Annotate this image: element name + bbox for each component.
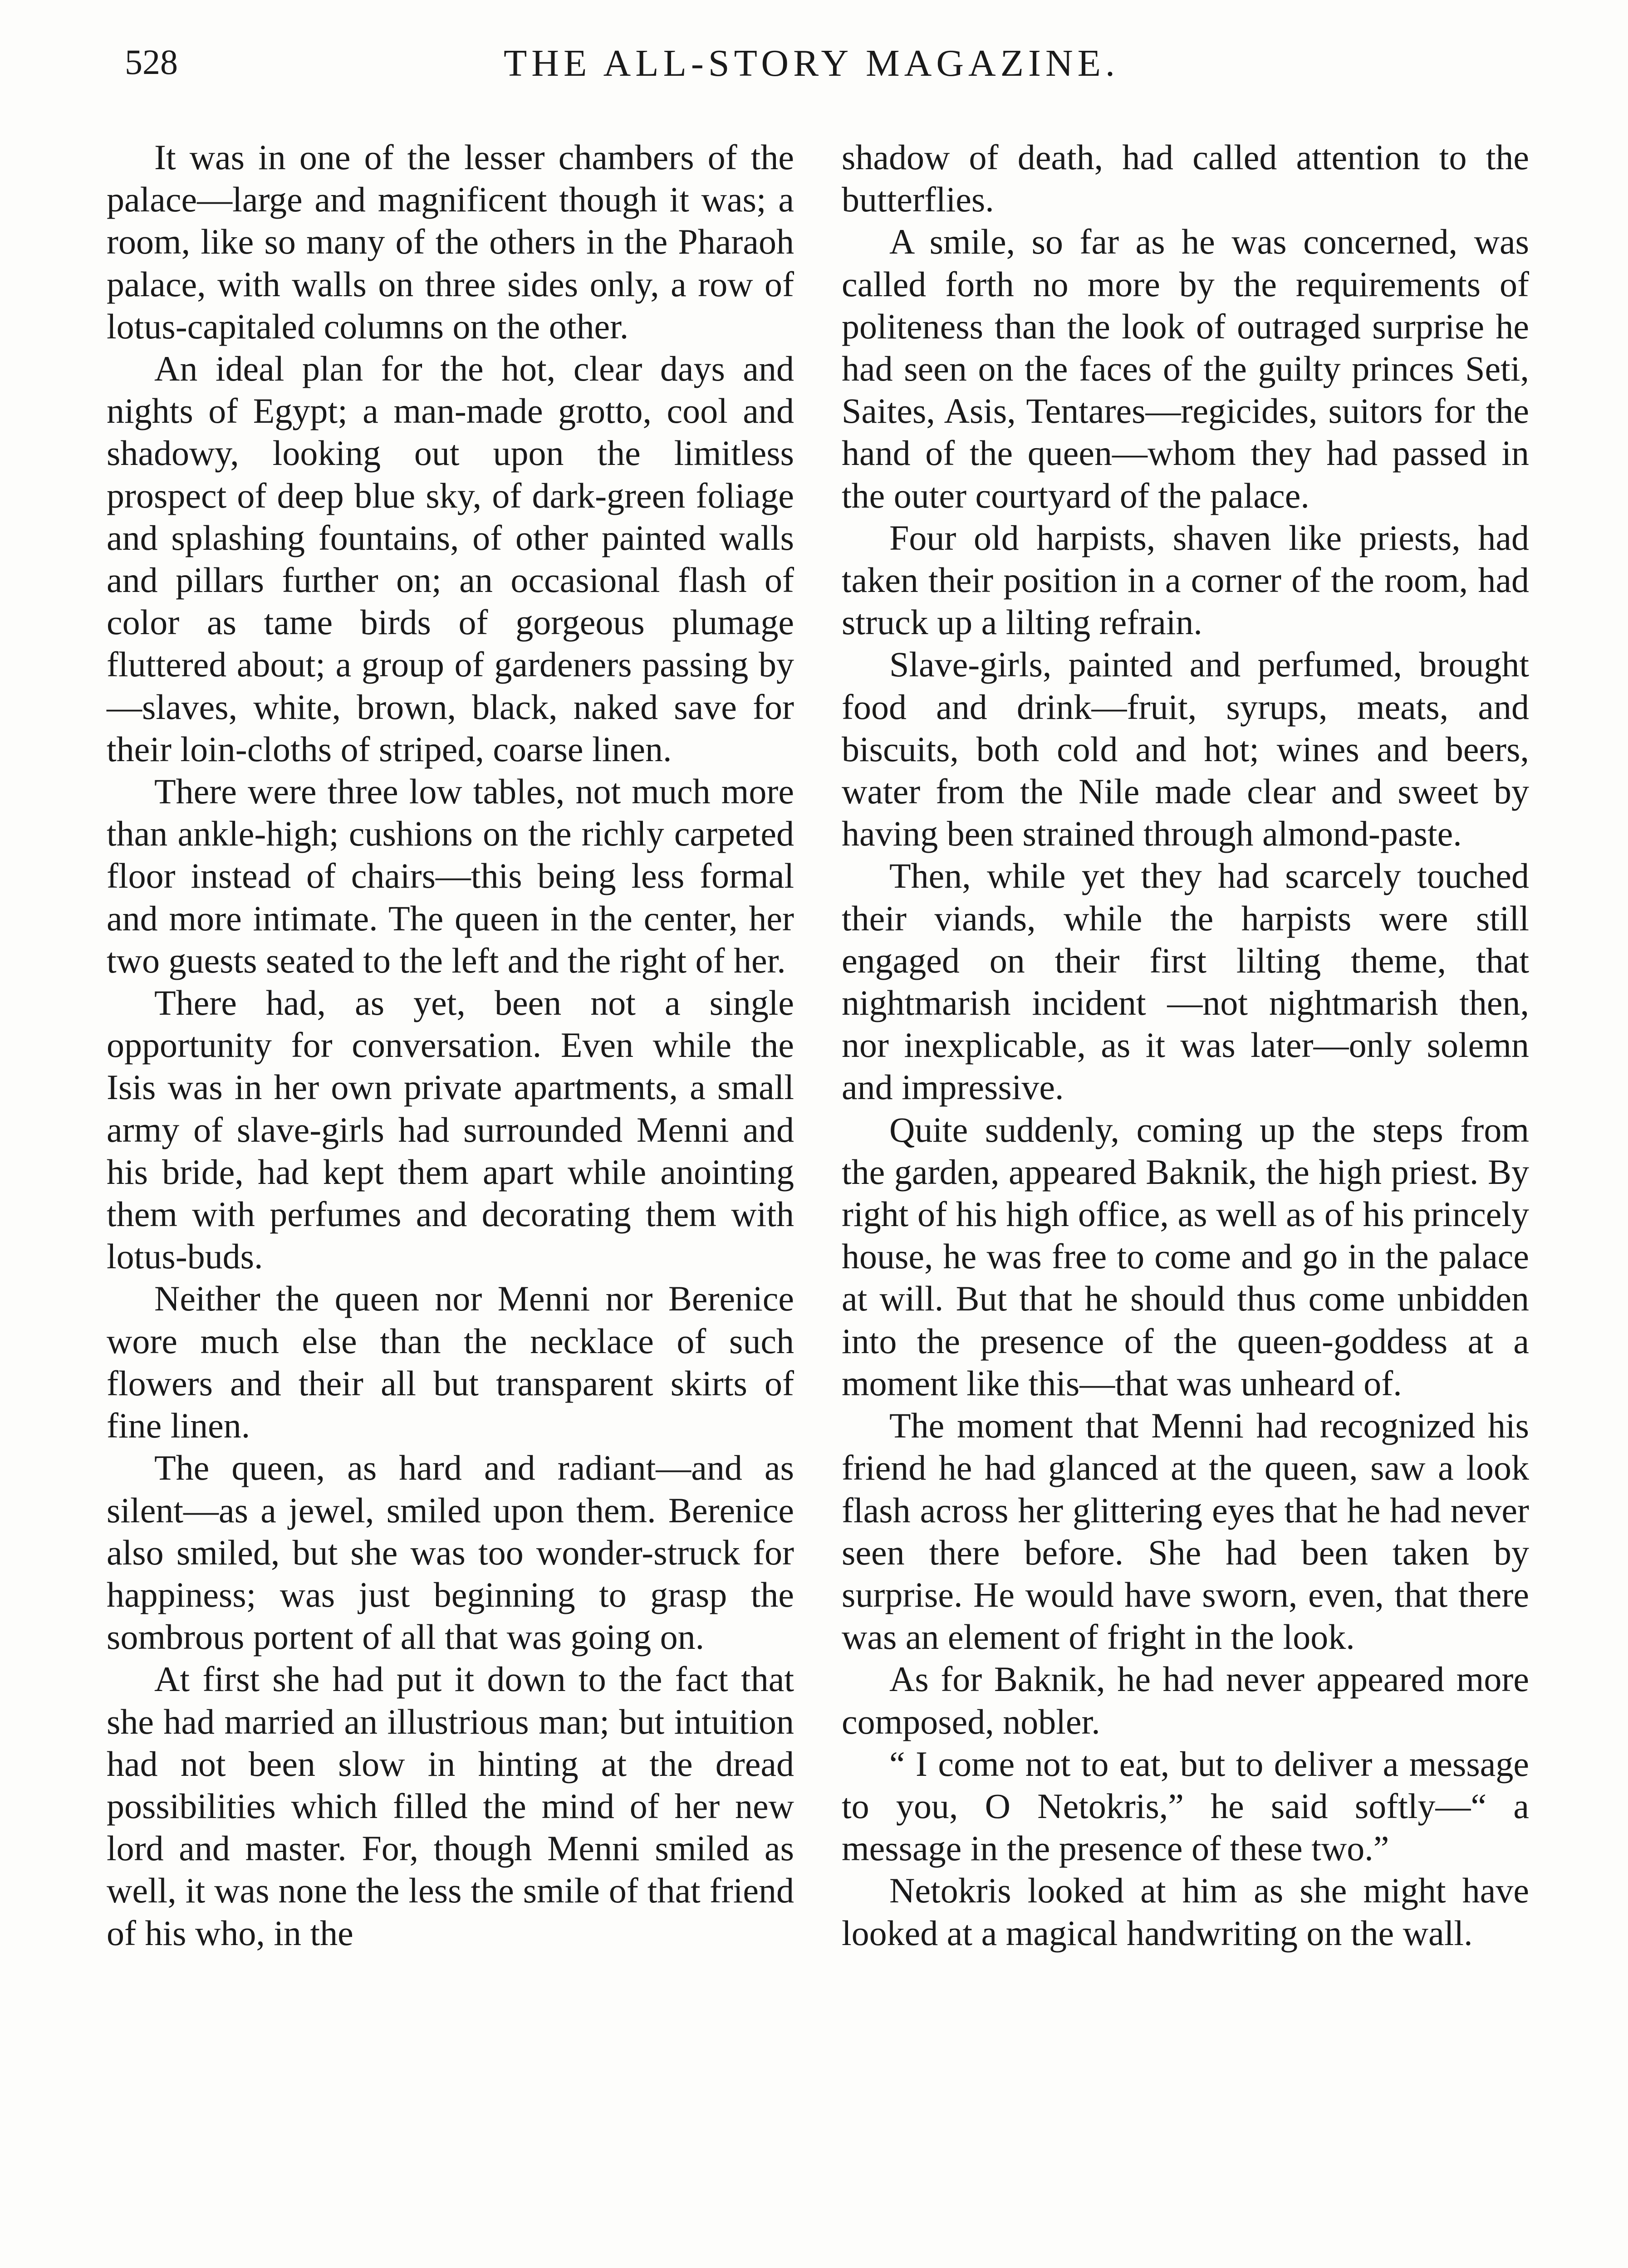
paragraph: Neither the queen nor Menni nor Berenice wore much else than the necklace of such flowers and their all but transparent skirts of fine linen. (107, 1279, 794, 1446)
paragraph-continuation: shadow of death, had called attention to the butterflies. (842, 137, 1529, 220)
paragraph: The queen, as hard and radiant—and as silent—as a jewel, smiled upon them. Berenice also smiled, but she was too wonder-struck for happiness; was just beginning to grasp the sombrous portent of all that was going on. (107, 1448, 794, 1657)
left-column (107, 136, 794, 1954)
paragraph: It was in one of the lesser chambers of the palace—large and magnificent though it was; a room, like so many of the others in the Pharaoh palace, with walls on three sides only, a row of lotus-capitaled columns on the other. (107, 137, 794, 346)
page-number: 528 (125, 42, 178, 82)
paragraph: Quite suddenly, coming up the steps from the garden, appeared Baknik, the high priest. By right of his high office, as well as of his princely house, he was free to come and go in the palace at will. But that he should thus come unbidden into the presence of the queen-goddess at a moment like this—that was unheard of. (842, 1110, 1529, 1403)
paragraph: There were three low tables, not much more than ankle-high; cushions on the richly carpeted floor instead of chairs—this being less formal and more intimate. The queen in the center, her two guests seated to the left and the right of her. (107, 772, 794, 980)
paragraph: Four old harpists, shaven like priests, had taken their position in a corner of the room, had struck up a lilting refrain. (842, 518, 1529, 642)
paragraph: There had, as yet, been not a single opportunity for conversation. Even while the Isis was in her own private apartments, a small army of slave-girls had surrounded Menni and his bride, had kept them apart while anointing them with perfumes and decorating them with lotus-buds. (107, 983, 794, 1276)
paragraph: “ I come not to eat, but to deliver a message to you, O Netokris,” he said softly—“ a message in the presence of these two.” (842, 1744, 1529, 1868)
paragraph: At first she had put it down to the fact that she had married an illustrious man; but intuition had not been slow in hinting at the dread possibilities which filled the mind of her new lord and master. For, though Menni smiled as well, it was none the less the smile of that friend of his who, in the (107, 1659, 794, 1953)
right-column (842, 136, 1529, 1954)
paragraph: Netokris looked at him as she might have looked at a magical handwriting on the wall. (842, 1871, 1529, 1953)
running-title: THE ALL-STORY MAGAZINE. (504, 42, 1119, 84)
paragraph: Then, while yet they had scarcely touched their viands, while the harpists were still engaged on their first lilting theme, that nightmarish incident —not nightmarish then, nor inexplicable, as it was later—only solemn and impressive. (842, 856, 1529, 1107)
paragraph: The moment that Menni had recognized his friend he had glanced at the queen, saw a look flash across her glittering eyes that he had never seen there before. She had been taken by surprise. He would have sworn, even, that there was an element of fright in the look. (842, 1406, 1529, 1657)
paragraph: As for Baknik, he had never appeared more composed, nobler. (842, 1659, 1529, 1741)
paragraph: A smile, so far as he was concerned, was called forth no more by the requirements of politeness than the look of outraged surprise he had seen on the faces of the guilty princes Seti, Saites, Asis, Tentares—regicides, suitors for the hand of the queen—whom they had passed in the outer courtyard of the palace. (842, 222, 1529, 515)
paragraph: Slave-girls, painted and perfumed, brought food and drink—fruit, syrups, meats, and biscuits, both cold and hot; wines and beers, water from the Nile made clear and sweet by having been strained through almond-paste. (842, 645, 1529, 854)
paragraph: An ideal plan for the hot, clear days and nights of Egypt; a man-made grotto, cool and shadowy, looking out upon the limitless prospect of deep blue sky, of dark-green foliage and splashing fountains, of other painted walls and pillars further on; an occasional flash of color as tame birds of gorgeous plumage fluttered about; a group of gardeners passing by—slaves, white, brown, black, naked save for their loin-cloths of striped, coarse linen. (107, 349, 794, 769)
